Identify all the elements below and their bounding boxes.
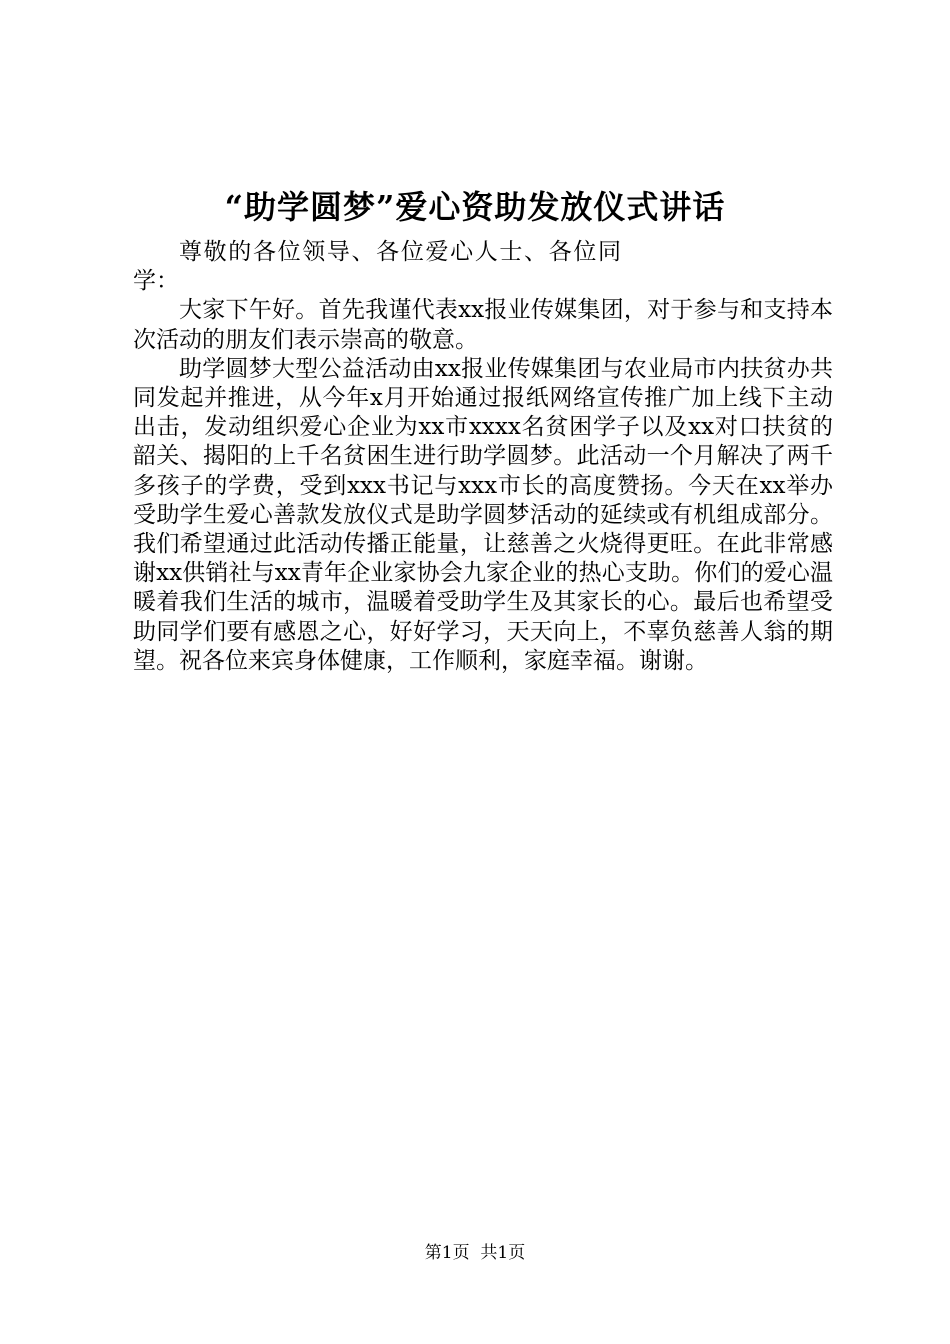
salutation: 尊敬的各位领导、各位爱心人士、各位同学： [133, 239, 621, 295]
paragraph-greeting: 大家下午好。首先我谨代表xx报业传媒集团，对于参与和支持本次活动的朋友们表示崇高的敬意。 [133, 297, 833, 353]
page-total: 共1页 [480, 1243, 526, 1263]
paragraph-main: 助学圆梦大型公益活动由xx报业传媒集团与农业局市内扶贫办共同发起并推进，从今年x月开始通过报纸网络宣传推广加上线下主动出击，发动组织爱心企业为xx市xxxx名贫困学子以及xx对口扶贫的韶关、揭阳的上千名贫困生进行助学圆梦。此活动一个月解决了两千多孩子的学费，受到xxx书记与xxx市长的高度赞扬。今天在xx举办受助学生爱心善款发放仪式是助学圆梦活动的延续或有机组成部分。我们希望通过此活动传播正能量，让慈善之火烧得更旺。在此非常感谢xx供销社与xx青年企业家协会九家企业的热心支助。你们的爱心温暖着我们生活的城市，温暖着受助学生及其家长的心。最后也希望受助同学们要有感恩之心，好好学习，天天向上，不辜负慈善人翁的期望。祝各位来宾身体健康，工作顺利，家庭幸福。谢谢。 [133, 355, 833, 674]
page-footer [0, 1242, 950, 1264]
document-title: “助学圆梦”爱心资助发放仪式讲话 [224, 188, 726, 226]
page-number: 第1页 [424, 1243, 470, 1263]
document-body [133, 238, 833, 676]
